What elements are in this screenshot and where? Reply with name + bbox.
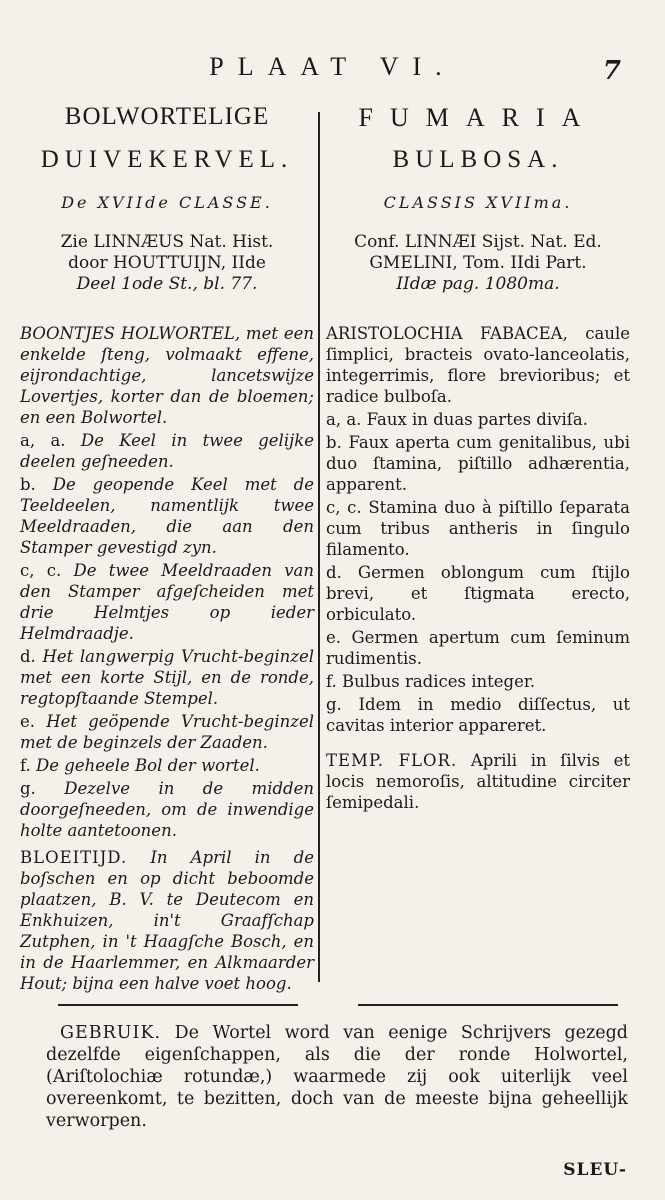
dutch-ref-line3: Deel 1ode St., bl. 77. (76, 274, 258, 294)
temp-flor-text: Aprili in ſilvis et locis nemoroſis, altitudine circiter ſemipedali. (326, 751, 631, 812)
gebruik-text: De Wortel word van eenige Schrijvers gezegd dezelfde eigenſchappen, als die der ronde Holwortel, (Ariſtolochiæ rotundæ,) waarmede zij ook uiterlijk veel overeenkomt, te bezitten, doch van de meeste bijna geheellijk verworpen. (46, 1023, 628, 1131)
legend-item-text: Dezelve in de midden doorgeſneeden, om de inwendige holte aantetoonen. (20, 779, 314, 840)
legend-item-label: c, c. (20, 561, 62, 580)
dutch-classe: De XVIIde CLASSE. (61, 193, 273, 212)
legend-item-label: e. (20, 712, 36, 731)
legend-item (326, 409, 630, 430)
latin-column (326, 100, 630, 813)
legend-item (326, 694, 630, 736)
page-number: 7 (602, 56, 621, 86)
legend-item-label: e. (326, 628, 342, 647)
dutch-flowering-time (20, 847, 314, 994)
legend-item (20, 474, 314, 558)
column-divider (318, 112, 320, 982)
legend-item-text: Stamina duo à piſtillo ſeparata cum tribus antheris in ſingulo filamento. (326, 498, 630, 559)
catchword: SLEU- (563, 1160, 627, 1180)
legend-item-label: f. (326, 672, 337, 691)
legend-item-label: b. (326, 433, 342, 452)
latin-title-line1: FUMARIA (358, 103, 598, 132)
legend-item-label: b. (20, 475, 36, 494)
legend-item (20, 711, 314, 753)
legend-item (20, 778, 314, 841)
latin-title-line2: BULBOSA. (392, 146, 564, 173)
dutch-figure-legend (20, 430, 314, 841)
legend-item-text: Het geöpende Vrucht-beginzel met de beginzels der Zaaden. (20, 712, 314, 752)
legend-item-text: Faux aperta cum genitalibus, ubi duo ſtamina, piſtillo adhærentia, apparent. (326, 433, 630, 494)
legend-item-label: g. (326, 695, 342, 714)
dutch-reference (20, 232, 314, 295)
gebruik-label: GEBRUIK. (60, 1023, 162, 1043)
legend-item-text: Idem in medio diſſectus, ut cavitas interior appareret. (326, 695, 631, 735)
dutch-ref-line1: Zie LINNÆUS Nat. Hist. (60, 232, 274, 252)
legend-item-label: c, c. (326, 498, 362, 517)
legend-item-text: De geheele Bol der wortel. (36, 756, 260, 775)
latin-ref-line1: Conf. LINNÆI Sijst. Nat. Ed. (354, 232, 602, 252)
latin-classe: CLASSIS XVIIma. (383, 193, 573, 212)
latin-ref-line3: IIdæ pag. 1080ma. (396, 274, 560, 294)
bloei-text: In April in de boſschen en op dicht beboomde plaatzen, B. V. te Deutecom en Enkhuizen, in't Graafſchap Zutphen, in 't Haagſche Bosch, en in de Haarlemmer, en Alkmaarder Hout; bijna een halve voet hoog. (20, 848, 314, 993)
dutch-description: BOONTJES HOLWORTEL, met een enkelde ſteng, volmaakt effene, eijrondachtige, lancetswijze Lovertjes, korter dan de bloemen; en een Bolwortel. (20, 324, 314, 427)
legend-item (20, 560, 314, 644)
legend-item-text: De twee Meeldraaden van den Stamper afgeſcheiden met drie Helmtjes op ieder Helmdraadje. (20, 561, 315, 643)
latin-reference (326, 232, 630, 295)
legend-item (20, 755, 314, 776)
latin-figure-legend (326, 409, 630, 736)
legend-item-text: De geopende Keel met de Teeldeelen, namentlijk twee Meeldraaden, die aan den Stamper gevestigd zyn. (20, 475, 314, 557)
legend-item-text: Het langwerpig Vrucht-beginzel met een korte Stijl, en de ronde, regtopſtaande Stempel. (20, 647, 314, 708)
legend-item-text: Germen apertum cum ſeminum rudimentis. (326, 628, 630, 668)
legend-item-label: a, a. (20, 431, 66, 450)
legend-item (326, 671, 630, 692)
separator-rule-right (358, 1004, 618, 1006)
legend-item-text: Bulbus radices integer. (342, 672, 536, 691)
legend-item (326, 432, 630, 495)
legend-item (326, 497, 630, 560)
legend-item (326, 562, 630, 625)
legend-item-label: f. (20, 756, 31, 775)
dutch-ref-line2: door HOUTTUIJN, IIde (68, 253, 266, 273)
latin-description: ARISTOLOCHIA FABACEA, caule ſimplici, bracteis ovato-lanceolatis, integerrimis, flore breviοribus; et radice bulboſa. (326, 324, 630, 406)
legend-item-label: g. (20, 779, 36, 798)
legend-item-label: d. (326, 563, 342, 582)
legend-item-text: Germen oblongum cum ſtijlo brevi, et ſtigmata erecto, orbiculato. (326, 563, 630, 624)
legend-item-label: d. (20, 647, 36, 666)
legend-item-text: De Keel in twee gelijke deelen geſneeden. (20, 431, 314, 471)
separator-rule-left (58, 1004, 298, 1006)
latin-ref-line2: GMELINI, Tom. IIdi Part. (369, 253, 587, 273)
dutch-column (20, 100, 314, 994)
temp-flor-label: TEMP. FLOR. (326, 751, 458, 770)
legend-item (326, 627, 630, 669)
plate-title: PLAAT VI. (209, 52, 456, 81)
legend-item (20, 430, 314, 472)
usage-paragraph (46, 1022, 628, 1132)
bloei-label: BLOEITIJD. (20, 848, 128, 867)
legend-item (20, 646, 314, 709)
latin-flowering-time (326, 750, 630, 813)
legend-item-label: a, a. (326, 410, 362, 429)
dutch-title-line2: DUIVEKERVEL. (40, 146, 294, 173)
legend-item-text: Faux in duas partes diviſa. (366, 410, 588, 429)
dutch-title-line1: BOLWORTELIGE (64, 103, 270, 130)
